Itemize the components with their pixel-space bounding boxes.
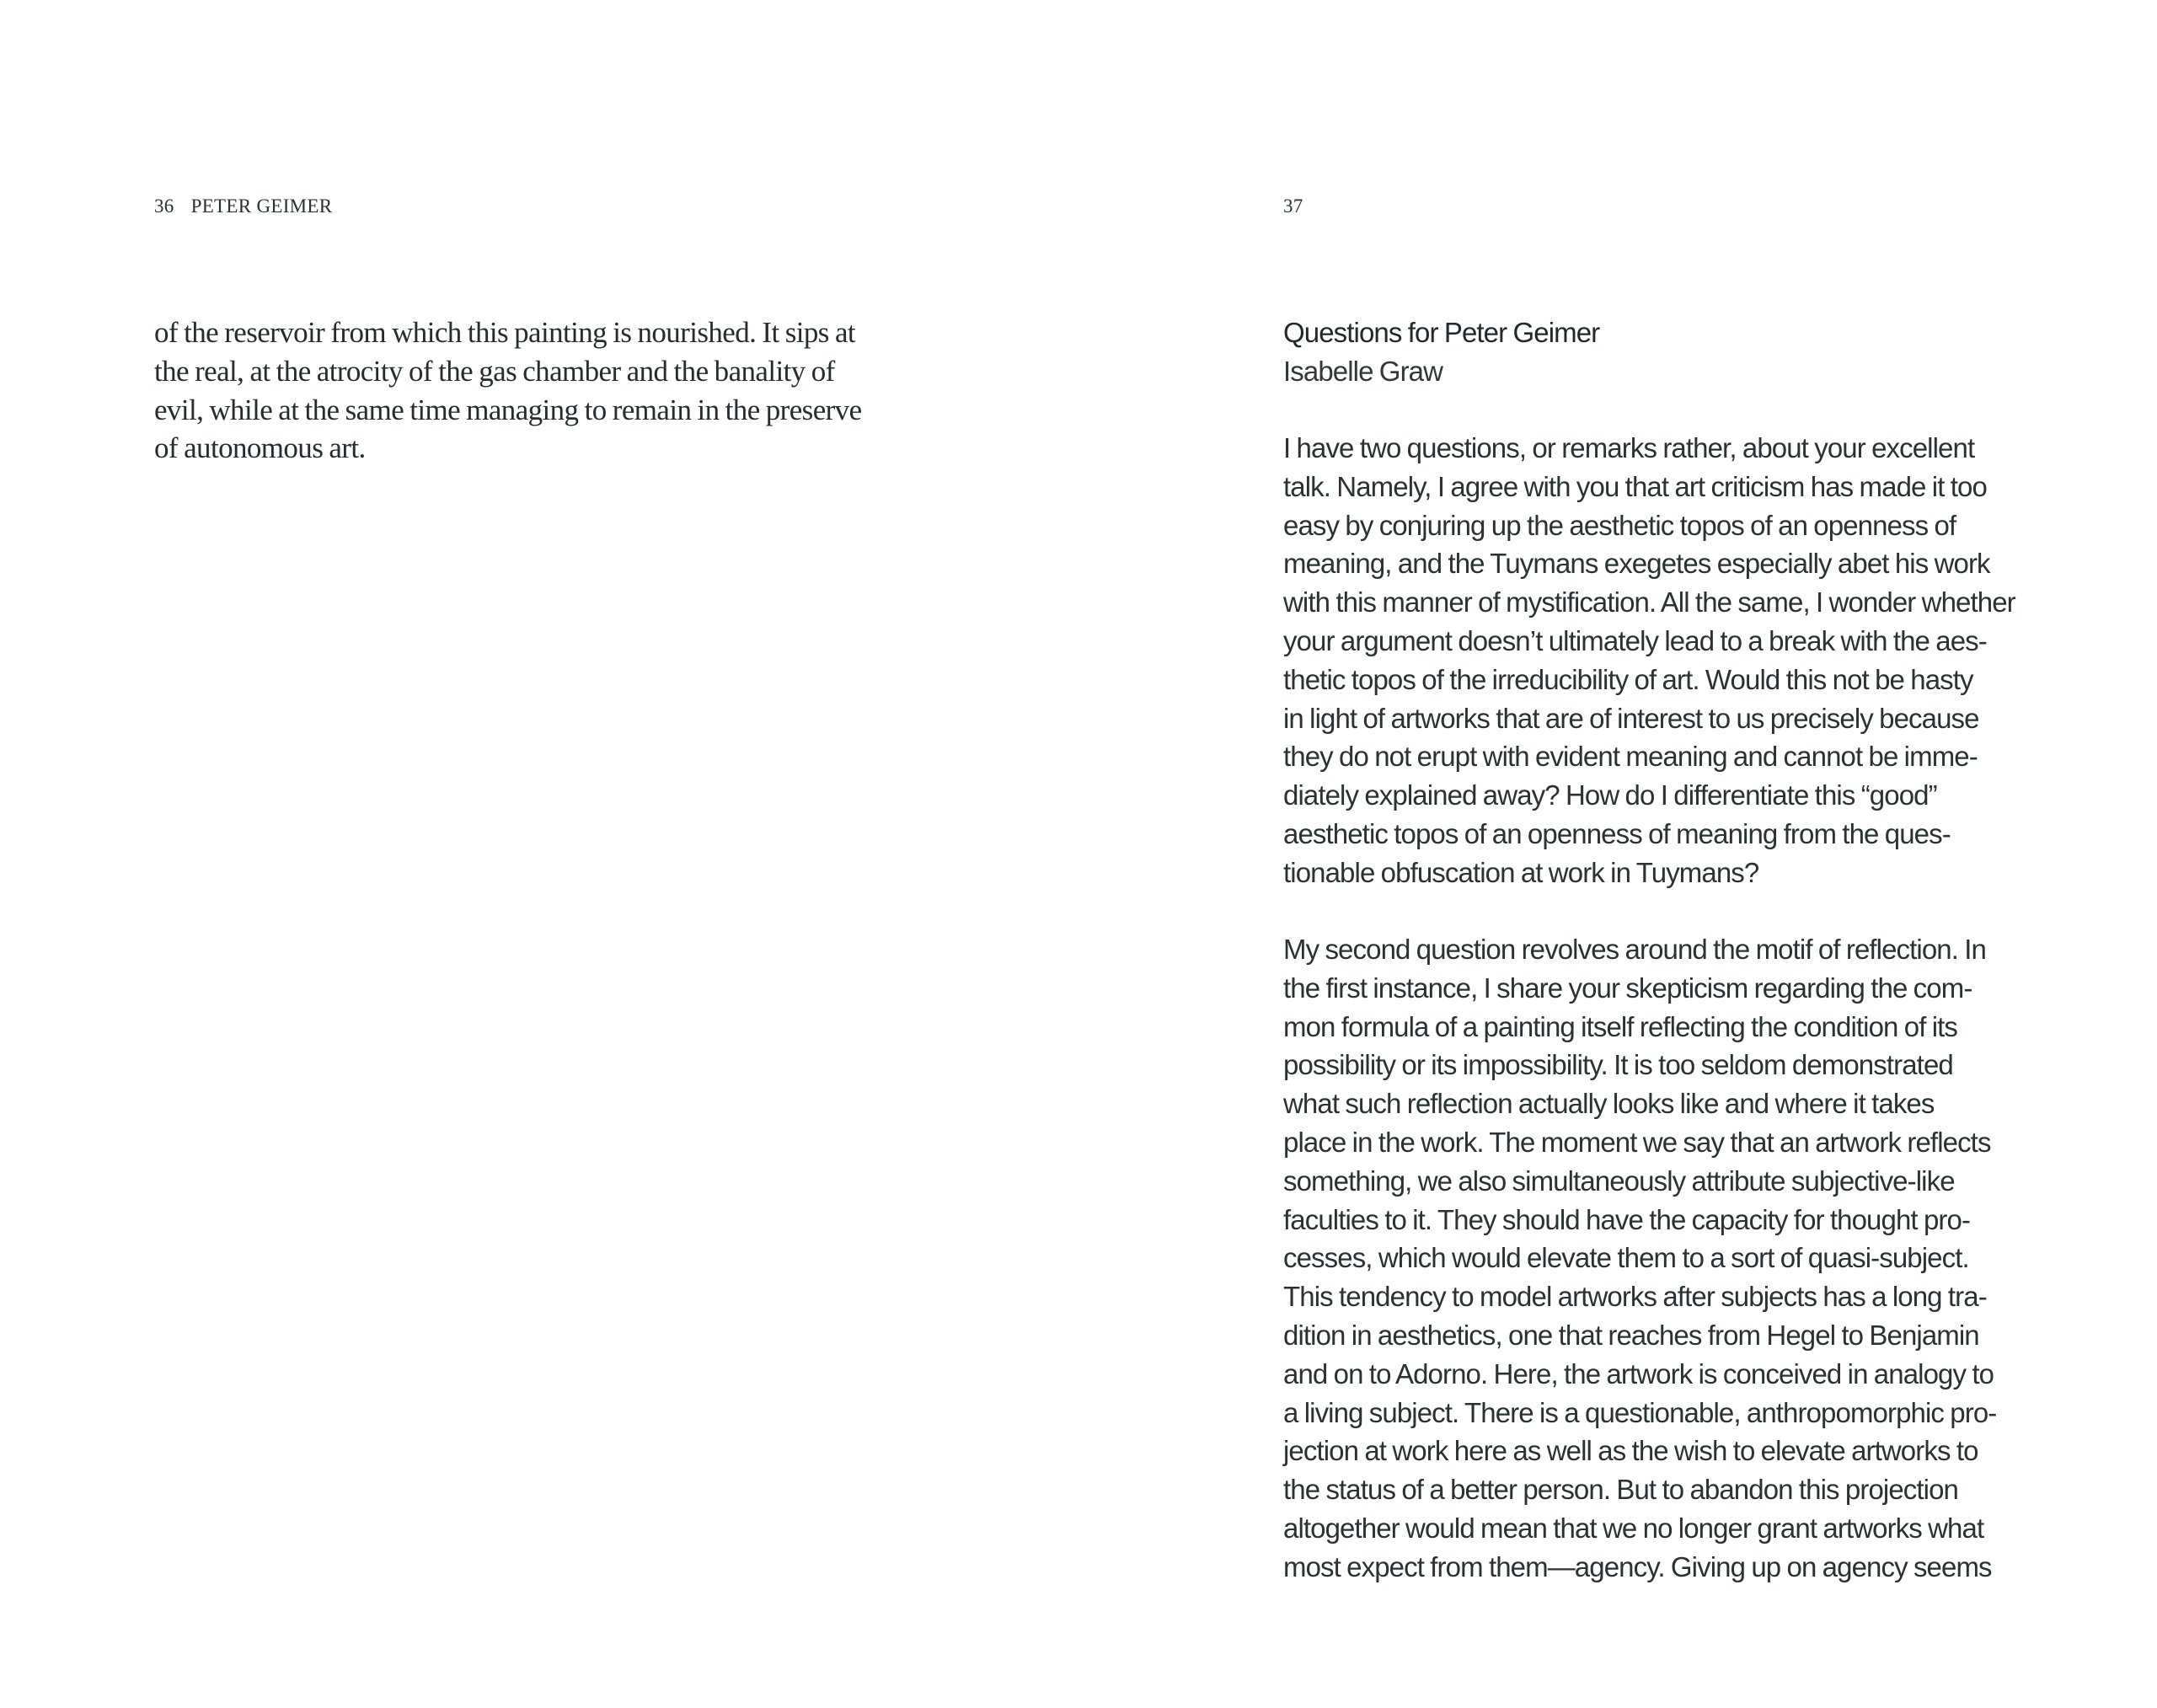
text-line: of autonomous art.	[154, 431, 366, 465]
text-line: possibility or its impossibility. It is too seldom demonstrated	[1283, 1049, 1953, 1081]
paragraph-2	[1283, 930, 2042, 1587]
text-line: My second question revolves around the motif of reflection. In	[1283, 934, 1987, 965]
text-line: This tendency to model artworks after subjects has a long tra-	[1283, 1281, 1987, 1313]
running-head-title: PETER GEIMER	[190, 195, 333, 217]
text-line: the status of a better person. But to abandon this projection	[1283, 1474, 1958, 1506]
text-line: meaning, and the Tuymans exegetes especially abet his work	[1283, 548, 1990, 580]
text-line: most expect from them—agency. Giving up on agency seems	[1283, 1550, 1992, 1582]
text-line: and on to Adorno. Here, the artwork is conceived in analogy to	[1283, 1357, 1994, 1389]
text-line: with this manner of mystification. All the same, I wonder whether	[1283, 586, 2015, 618]
section-heading	[1283, 313, 2042, 391]
text-line: altogether would mean that we no longer grant artworks what	[1283, 1512, 1984, 1544]
text-line: what such reflection actually looks like and where it takes	[1283, 1088, 1935, 1120]
text-line: place in the work. The moment we say that an artwork reflects	[1283, 1126, 1991, 1158]
left-running-head	[154, 195, 332, 217]
text-line: the real, at the atrocity of the gas chamber and the banality of	[154, 354, 835, 388]
right-page	[1078, 0, 2157, 1708]
text-line: a living subject. There is a questionable, anthropomorphic pro-	[1283, 1396, 1997, 1428]
text-line: easy by conjuring up the aesthetic topos of an openness of	[1283, 509, 1956, 541]
text-line: I have two questions, or remarks rather, about your excellent	[1283, 432, 1975, 463]
text-line: diately explained away? How do I differentiate this “good”	[1283, 779, 1937, 811]
paragraph-1	[1283, 429, 2042, 892]
section-author: Isabelle Graw	[1283, 355, 1443, 387]
text-line: jection at work here as well as the wish to elevate artworks to	[1283, 1435, 1978, 1467]
text-line: evil, while at the same time managing to remain in the preserve	[154, 393, 862, 426]
text-line: something, we also simultaneously attribute subjective-like	[1283, 1165, 1955, 1197]
right-running-head	[1283, 195, 1303, 217]
section-title: Questions for Peter Geimer	[1283, 317, 1600, 348]
text-line: your argument doesn’t ultimately lead to a break with the aes-	[1283, 624, 1987, 656]
text-line: the first instance, I share your skepticism regarding the com-	[1283, 972, 1972, 1004]
text-line: in light of artworks that are of interest to us precisely because	[1283, 702, 1979, 734]
text-line: they do not erupt with evident meaning and cannot be imme-	[1283, 741, 1978, 773]
text-line: thetic topos of the irreducibility of art. Would this not be hasty	[1283, 663, 1973, 695]
text-line: of the reservoir from which this painting is nourished. It sips at	[154, 316, 856, 349]
text-line: mon formula of a painting itself reflecting the condition of its	[1283, 1010, 1958, 1042]
text-line: talk. Namely, I agree with you that art criticism has made it too	[1283, 470, 1987, 502]
left-page	[0, 0, 1078, 1708]
text-line: dition in aesthetics, one that reaches from Hegel to Benjamin	[1283, 1319, 1979, 1351]
left-body-text	[154, 313, 929, 468]
text-line: tionable obfuscation at work in Tuymans?	[1283, 856, 1759, 888]
text-line: aesthetic topos of an openness of meaning from the ques-	[1283, 817, 1951, 849]
text-line: faculties to it. They should have the capacity for thought pro-	[1283, 1203, 1971, 1235]
page-number: 36	[154, 195, 174, 217]
text-line: cesses, which would elevate them to a sort of quasi-subject.	[1283, 1242, 1969, 1274]
page-number: 37	[1283, 195, 1303, 217]
